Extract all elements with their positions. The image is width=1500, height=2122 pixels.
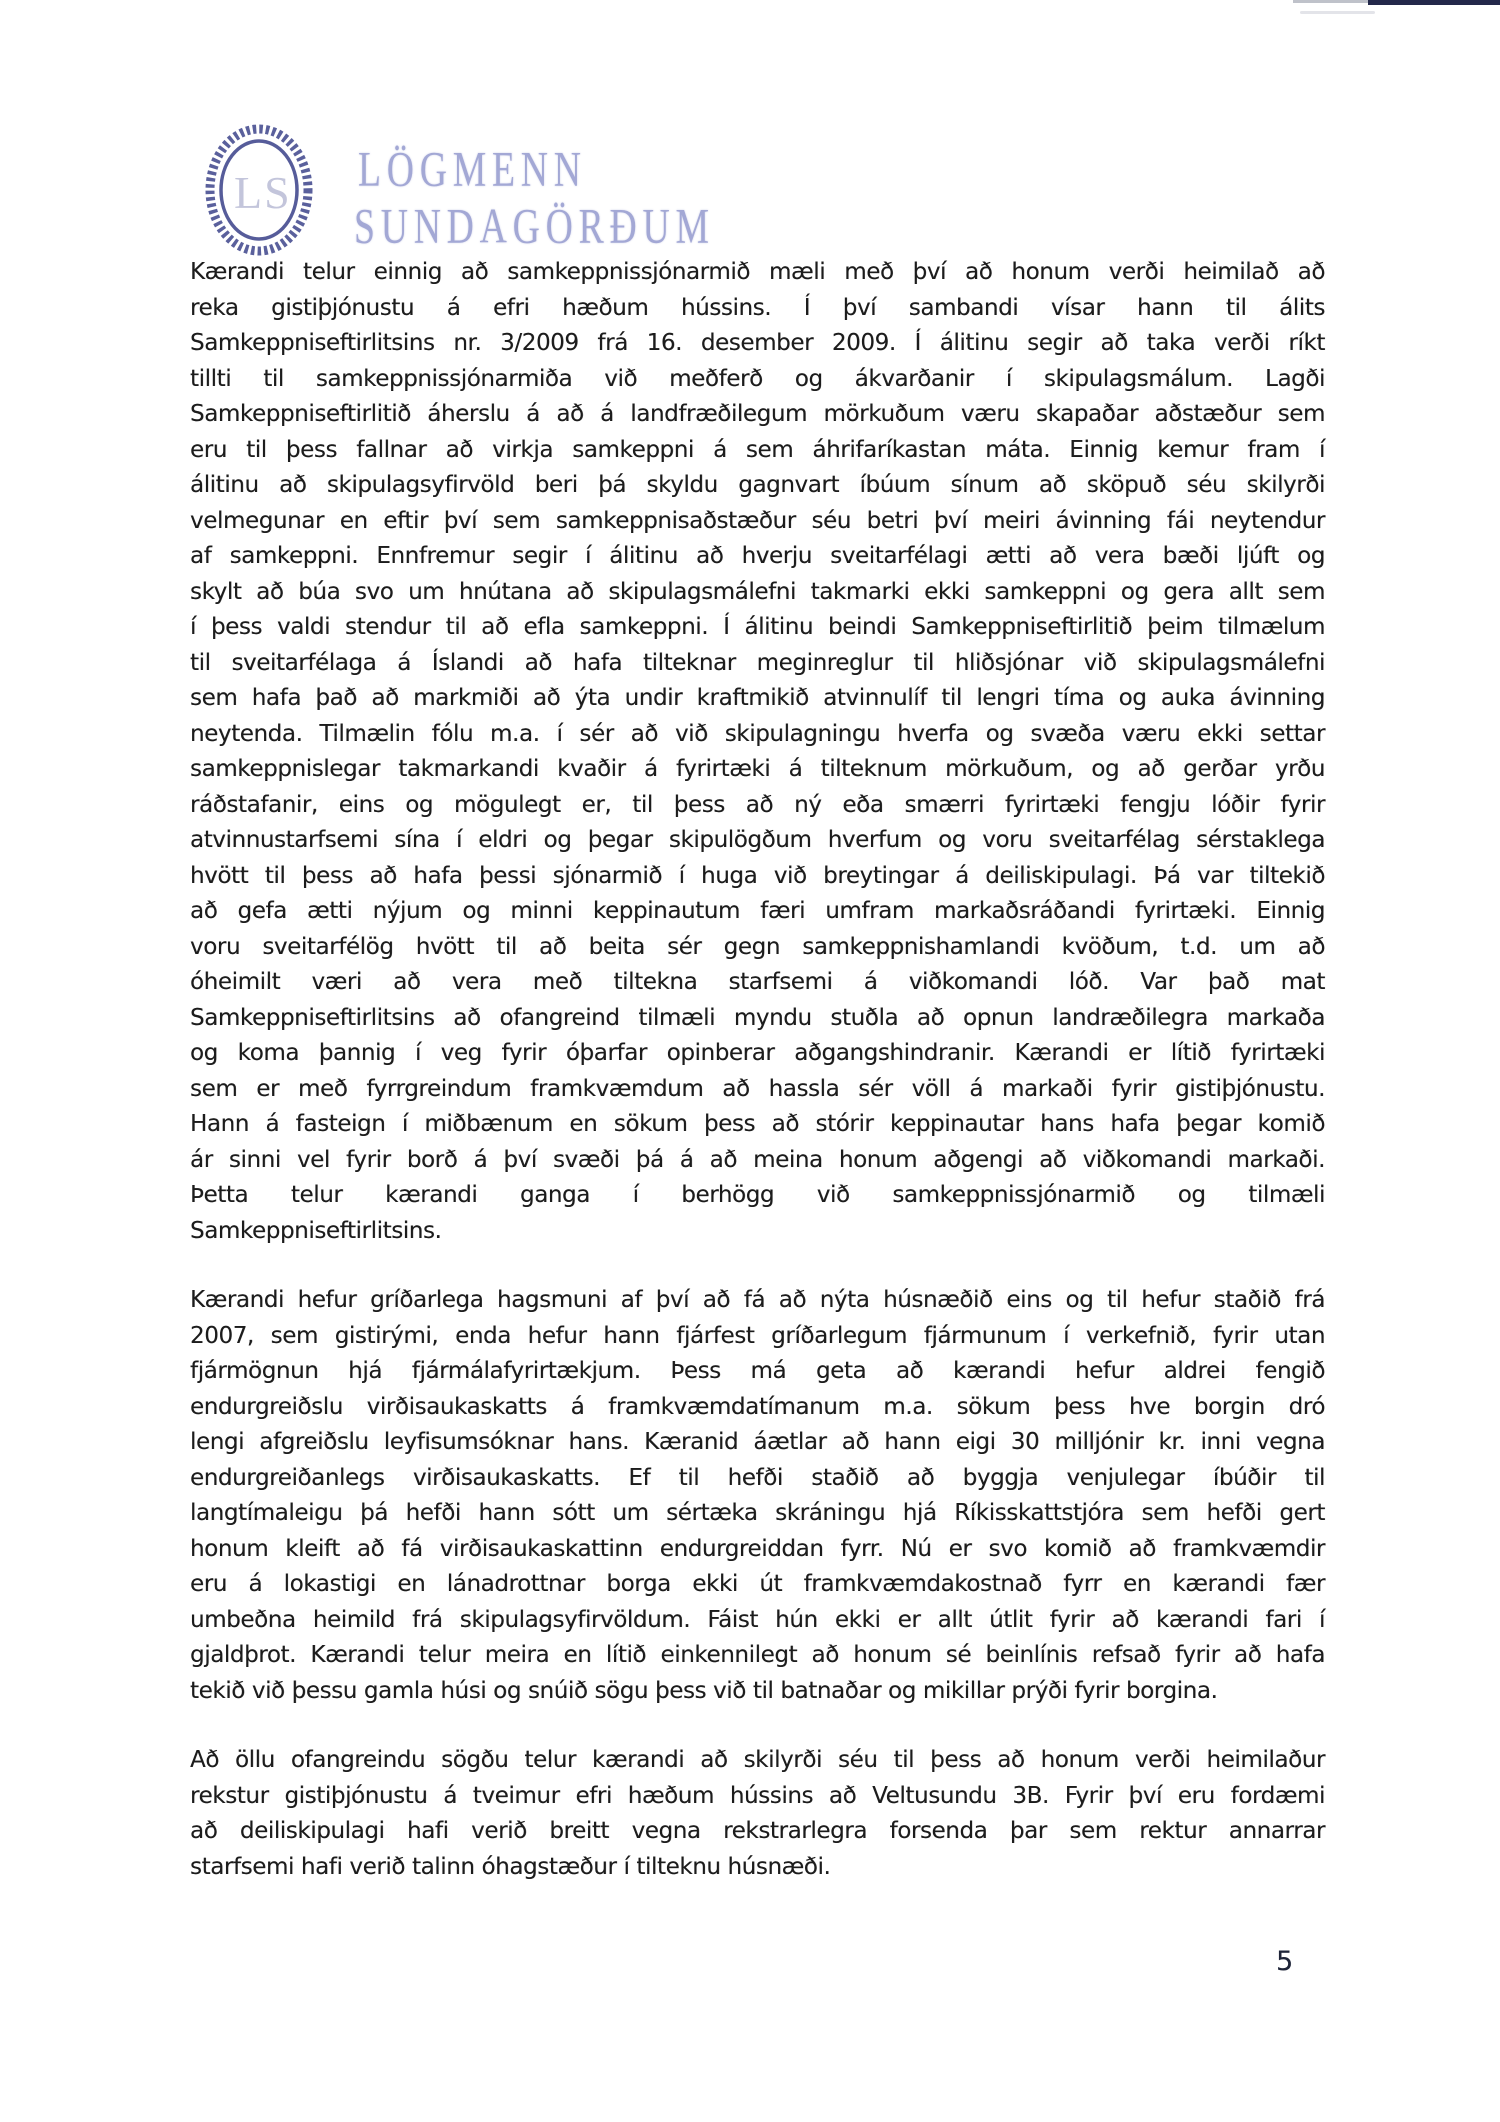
text-line: Þetta telur kærandi ganga í berhögg við samkeppnissjónarmið og tilmæli <box>190 1182 1325 1208</box>
law-firm-seal-icon <box>205 124 313 256</box>
text-line: til sveitarfélaga á Íslandi að hafa tilteknar meginreglur til hliðsjónar við skipulagsmálefni <box>190 649 1325 676</box>
text-line: voru sveitarfélög hvött til að beita sér gegn samkeppnishamlandi kvöðum, t.d. um að <box>190 933 1325 960</box>
text-line: Samkeppniseftirlitið áherslu á að á landfræðilegum mörkuðum væru skapaðar aðstæður sem <box>190 401 1325 427</box>
text-line: af samkeppni. Ennfremur segir í álitinu að hverju sveitarfélagi ætti að vera bæði ljúft og <box>190 543 1325 569</box>
text-line: lengi afgreiðslu leyfisumsóknar hans. Kæranid áætlar að hann eigi 30 milljónir kr. inni vegna <box>190 1429 1325 1455</box>
text-line: atvinnustarfsemi sína í eldri og þegar skipulögðum hverfum og voru sveitarfélag sérstaklega <box>190 827 1325 853</box>
text-line: Kærandi hefur gríðarlega hagsmuni af því að fá að nýta húsnæðið eins og til hefur staðið frá <box>190 1287 1325 1313</box>
letterhead <box>0 0 1500 260</box>
text-line: endurgreiðslu virðisaukaskatts á framkvæmdatímanum m.a. sökum þess hve borgin dró <box>190 1393 1325 1420</box>
text-line: velmegunar en eftir því sem samkeppnisaðstæður séu betri því meiri ávinning fái neytendur <box>190 507 1325 534</box>
text-line: skylt að búa svo um hnútana að skipulagsmálefni takmarki ekki samkeppni og gera allt sem <box>190 578 1325 605</box>
text-line: eru til þess fallnar að virkja samkeppni á sem áhrifaríkastan máta. Einnig kemur fram í <box>190 436 1325 463</box>
paragraph <box>190 1283 1325 1709</box>
text-line: að gefa ætti nýjum og minni keppinautum færi umfram markaðsráðandi fyrirtæki. Einnig <box>190 898 1325 924</box>
letterhead-firm-location: SUNDAGÖRÐUM <box>354 198 715 254</box>
text-line: 2007, sem gistirými, enda hefur hann fjárfest gríðarlegum fjármunum í verkefnið, fyrir utan <box>190 1322 1325 1349</box>
text-line: tekið við þessu gamla húsi og snúið sögu þess við til batnaðar og mikillar prýði fyrir borgina. <box>190 1677 1218 1704</box>
text-line: eru á lokastigi en lánadrottnar borga ekki út framkvæmdakostnað fyrr en kærandi fær <box>190 1571 1325 1597</box>
text-line: ár sinni vel fyrir borð á því svæði þá á að meina honum aðgengi að viðkomandi markaði. <box>190 1146 1325 1173</box>
text-line: í þess valdi stendur til að efla samkeppni. Í álitinu beindi Samkeppniseftirlitið þeim tilmælum <box>190 614 1325 640</box>
document-body <box>190 255 1325 1919</box>
text-line: óheimilt væri að vera með tiltekna starfsemi á viðkomandi lóð. Var það mat <box>190 969 1325 995</box>
text-line: langtímaleigu þá hefði hann sótt um sértæka skráningu hjá Ríkisskattstjóra sem hefði gert <box>190 1500 1325 1526</box>
text-line: endurgreiðanlegs virðisaukaskatts. Ef til hefði staðið að byggja venjulegar íbúðir til <box>190 1464 1325 1491</box>
seal-monogram: LS <box>234 167 292 218</box>
text-line: hvött til þess að hafa þessi sjónarmið í huga við breytingar á deiliskipulagi. Þá var tiltekið <box>190 862 1325 889</box>
text-line: Að öllu ofangreindu sögðu telur kærandi að skilyrði séu til þess að honum verði heimilaður <box>190 1747 1325 1773</box>
paragraph <box>190 255 1325 1249</box>
text-line: Samkeppniseftirlitsins. <box>190 1217 442 1244</box>
text-line: honum kleift að fá virðisaukaskattinn endurgreiddan fyrr. Nú er svo komið að framkvæmdir <box>190 1535 1325 1562</box>
letterhead-firm-name: LÖGMENN <box>358 141 587 197</box>
paragraph <box>190 1743 1325 1885</box>
text-line: að deiliskipulagi hafi verið breitt vegna rekstrarlegra forsenda þar sem rektur annarrar <box>190 1818 1325 1844</box>
text-line: Samkeppniseftirlitsins nr. 3/2009 frá 16. desember 2009. Í álitinu segir að taka verði ríkt <box>190 330 1325 356</box>
text-line: sem er með fyrrgreindum framkvæmdum að hassla sér völl á markaði fyrir gistiþjónustu. <box>190 1075 1325 1102</box>
text-line: reka gistiþjónustu á efri hæðum hússins. Í því sambandi vísar hann til álits <box>190 294 1325 321</box>
text-line: rekstur gistiþjónustu á tveimur efri hæðum hússins að Veltusundu 3B. Fyrir því eru fordæmi <box>190 1782 1325 1809</box>
text-line: Samkeppniseftirlitsins að ofangreind tilmæli myndu stuðla að opnun landræðilegra markaða <box>190 1004 1325 1031</box>
text-line: og koma þannig í veg fyrir óþarfar opinberar aðgangshindranir. Kærandi er lítið fyrirtæki <box>190 1040 1325 1066</box>
text-line: ráðstafanir, eins og mögulegt er, til þess að ný eða smærri fyrirtæki fengju lóðir fyrir <box>190 791 1325 818</box>
text-line: neytenda. Tilmælin fólu m.a. í sér að við skipulagningu hverfa og svæða væru ekki settar <box>190 720 1325 747</box>
text-line: álitinu að skipulagsyfirvöld beri þá skyldu gagnvart íbúum sínum að sköpuð séu skilyrði <box>190 472 1325 498</box>
text-line: sem hafa það að markmiði að ýta undir kraftmikið atvinnulíf til lengri tíma og auka ávinning <box>190 685 1325 711</box>
text-line: gjaldþrot. Kærandi telur meira en lítið einkennilegt að honum sé beinlínis refsað fyrir að hafa <box>190 1642 1325 1668</box>
text-line: Kærandi telur einnig að samkeppnissjónarmið mæli með því að honum verði heimilað að <box>190 259 1325 285</box>
text-line: samkeppnislegar takmarkandi kvaðir á fyrirtæki á tilteknum mörkuðum, og að gerðar yrðu <box>190 756 1325 782</box>
text-line: umbeðna heimild frá skipulagsyfirvöldum. Fáist hún ekki er allt útlit fyrir að kærandi fari í <box>190 1606 1325 1633</box>
text-line: Hann á fasteign í miðbænum en sökum þess að stórir keppinautar hans hafa þegar komið <box>190 1111 1325 1137</box>
page-number: 5 <box>1276 1946 1294 1977</box>
text-line: starfsemi hafi verið talinn óhagstæður í tilteknu húsnæði. <box>190 1853 831 1880</box>
text-line: fjármögnun hjá fjármálafyrirtækjum. Þess má geta að kærandi hefur aldrei fengið <box>190 1358 1325 1384</box>
text-line: tillti til samkeppnissjónarmiða við meðferð og ákvarðanir í skipulagsmálum. Lagði <box>190 365 1325 392</box>
